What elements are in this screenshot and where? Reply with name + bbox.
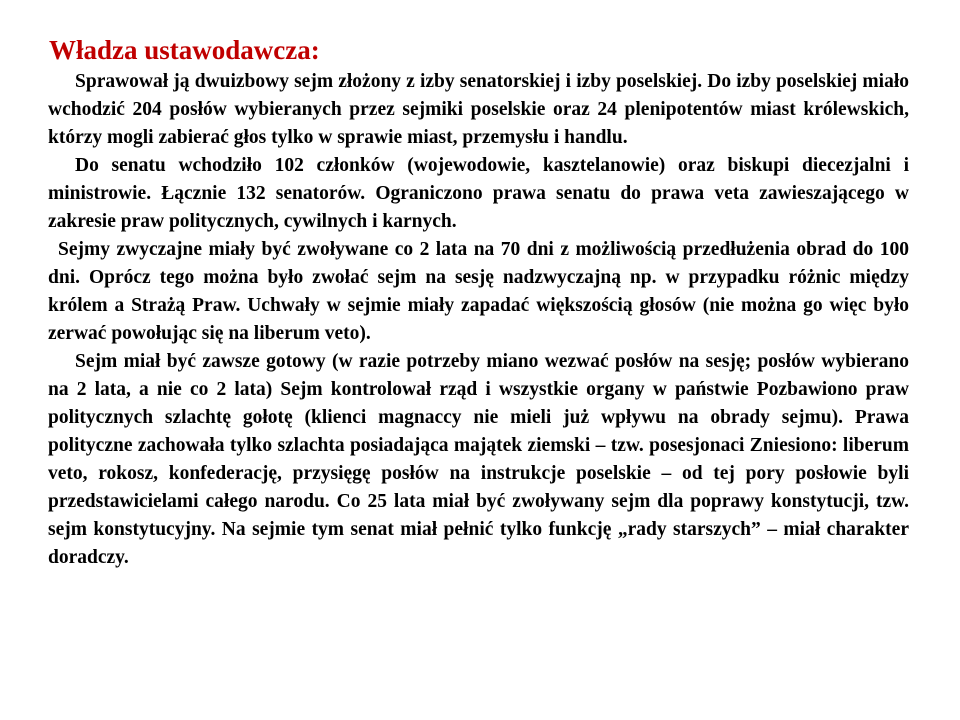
slide-body: [48, 68, 909, 572]
paragraph-sejm-readiness: Sejm miał być zawsze gotowy (w razie potrzeby miano wezwać posłów na sesję; posłów wybierano na 2 lata, a nie co 2 lata) Sejm kontrolował rząd i wszystkie organy w państwie Pozbawiono praw politycznych szlachtę gołotę (klienci magnaccy nie mieli już wpływu na obrady sejmu). Prawa polityczne zachowała tylko szlachta posiadająca majątek ziemski – tzw. posesjonaci Zniesiono: liberum veto, rokosz, konfederację, przysięgę posłów na instrukcje poselskie – od tej pory posłowie byli przedstawicielami całego narodu. Co 25 lata miał być zwoływany sejm dla poprawy konstytucji, tzw. sejm konstytucyjny. Na sejmie tym senat miał pełnić tylko funkcję „rady starszych” – miał charakter doradczy.: [48, 351, 909, 568]
slide-title: Władza ustawodawcza:: [49, 35, 320, 65]
paragraph-legislature: Sprawował ją dwuizbowy sejm złożony z izby senatorskiej i izby poselskiej. Do izby poselskiej miało wchodzić 204 posłów wybieranych przez sejmiki poselskie oraz 24 plenipotentów miast królewskich, którzy mogli zabierać głos tylko w sprawie miast, przemysłu i handlu.: [48, 71, 909, 148]
paragraph-ordinary-sejms: Sejmy zwyczajne miały być zwoływane co 2 lata na 70 dni z możliwością przedłużenia obrad do 100 dni. Oprócz tego można było zwołać sejm na sesję nadzwyczajną np. w przypadku różnic między królem a Strażą Praw. Uchwały w sejmie miały zapadać większością głosów (nie można go więc było zerwać powołując się na liberum veto).: [48, 239, 909, 344]
paragraph-senate: Do senatu wchodziło 102 członków (wojewodowie, kasztelanowie) oraz biskupi diecezjalni i ministrowie. Łącznie 132 senatorów. Ograniczono prawa senatu do prawa veta zawieszającego w zakresie praw politycznych, cywilnych i karnych.: [48, 155, 909, 232]
